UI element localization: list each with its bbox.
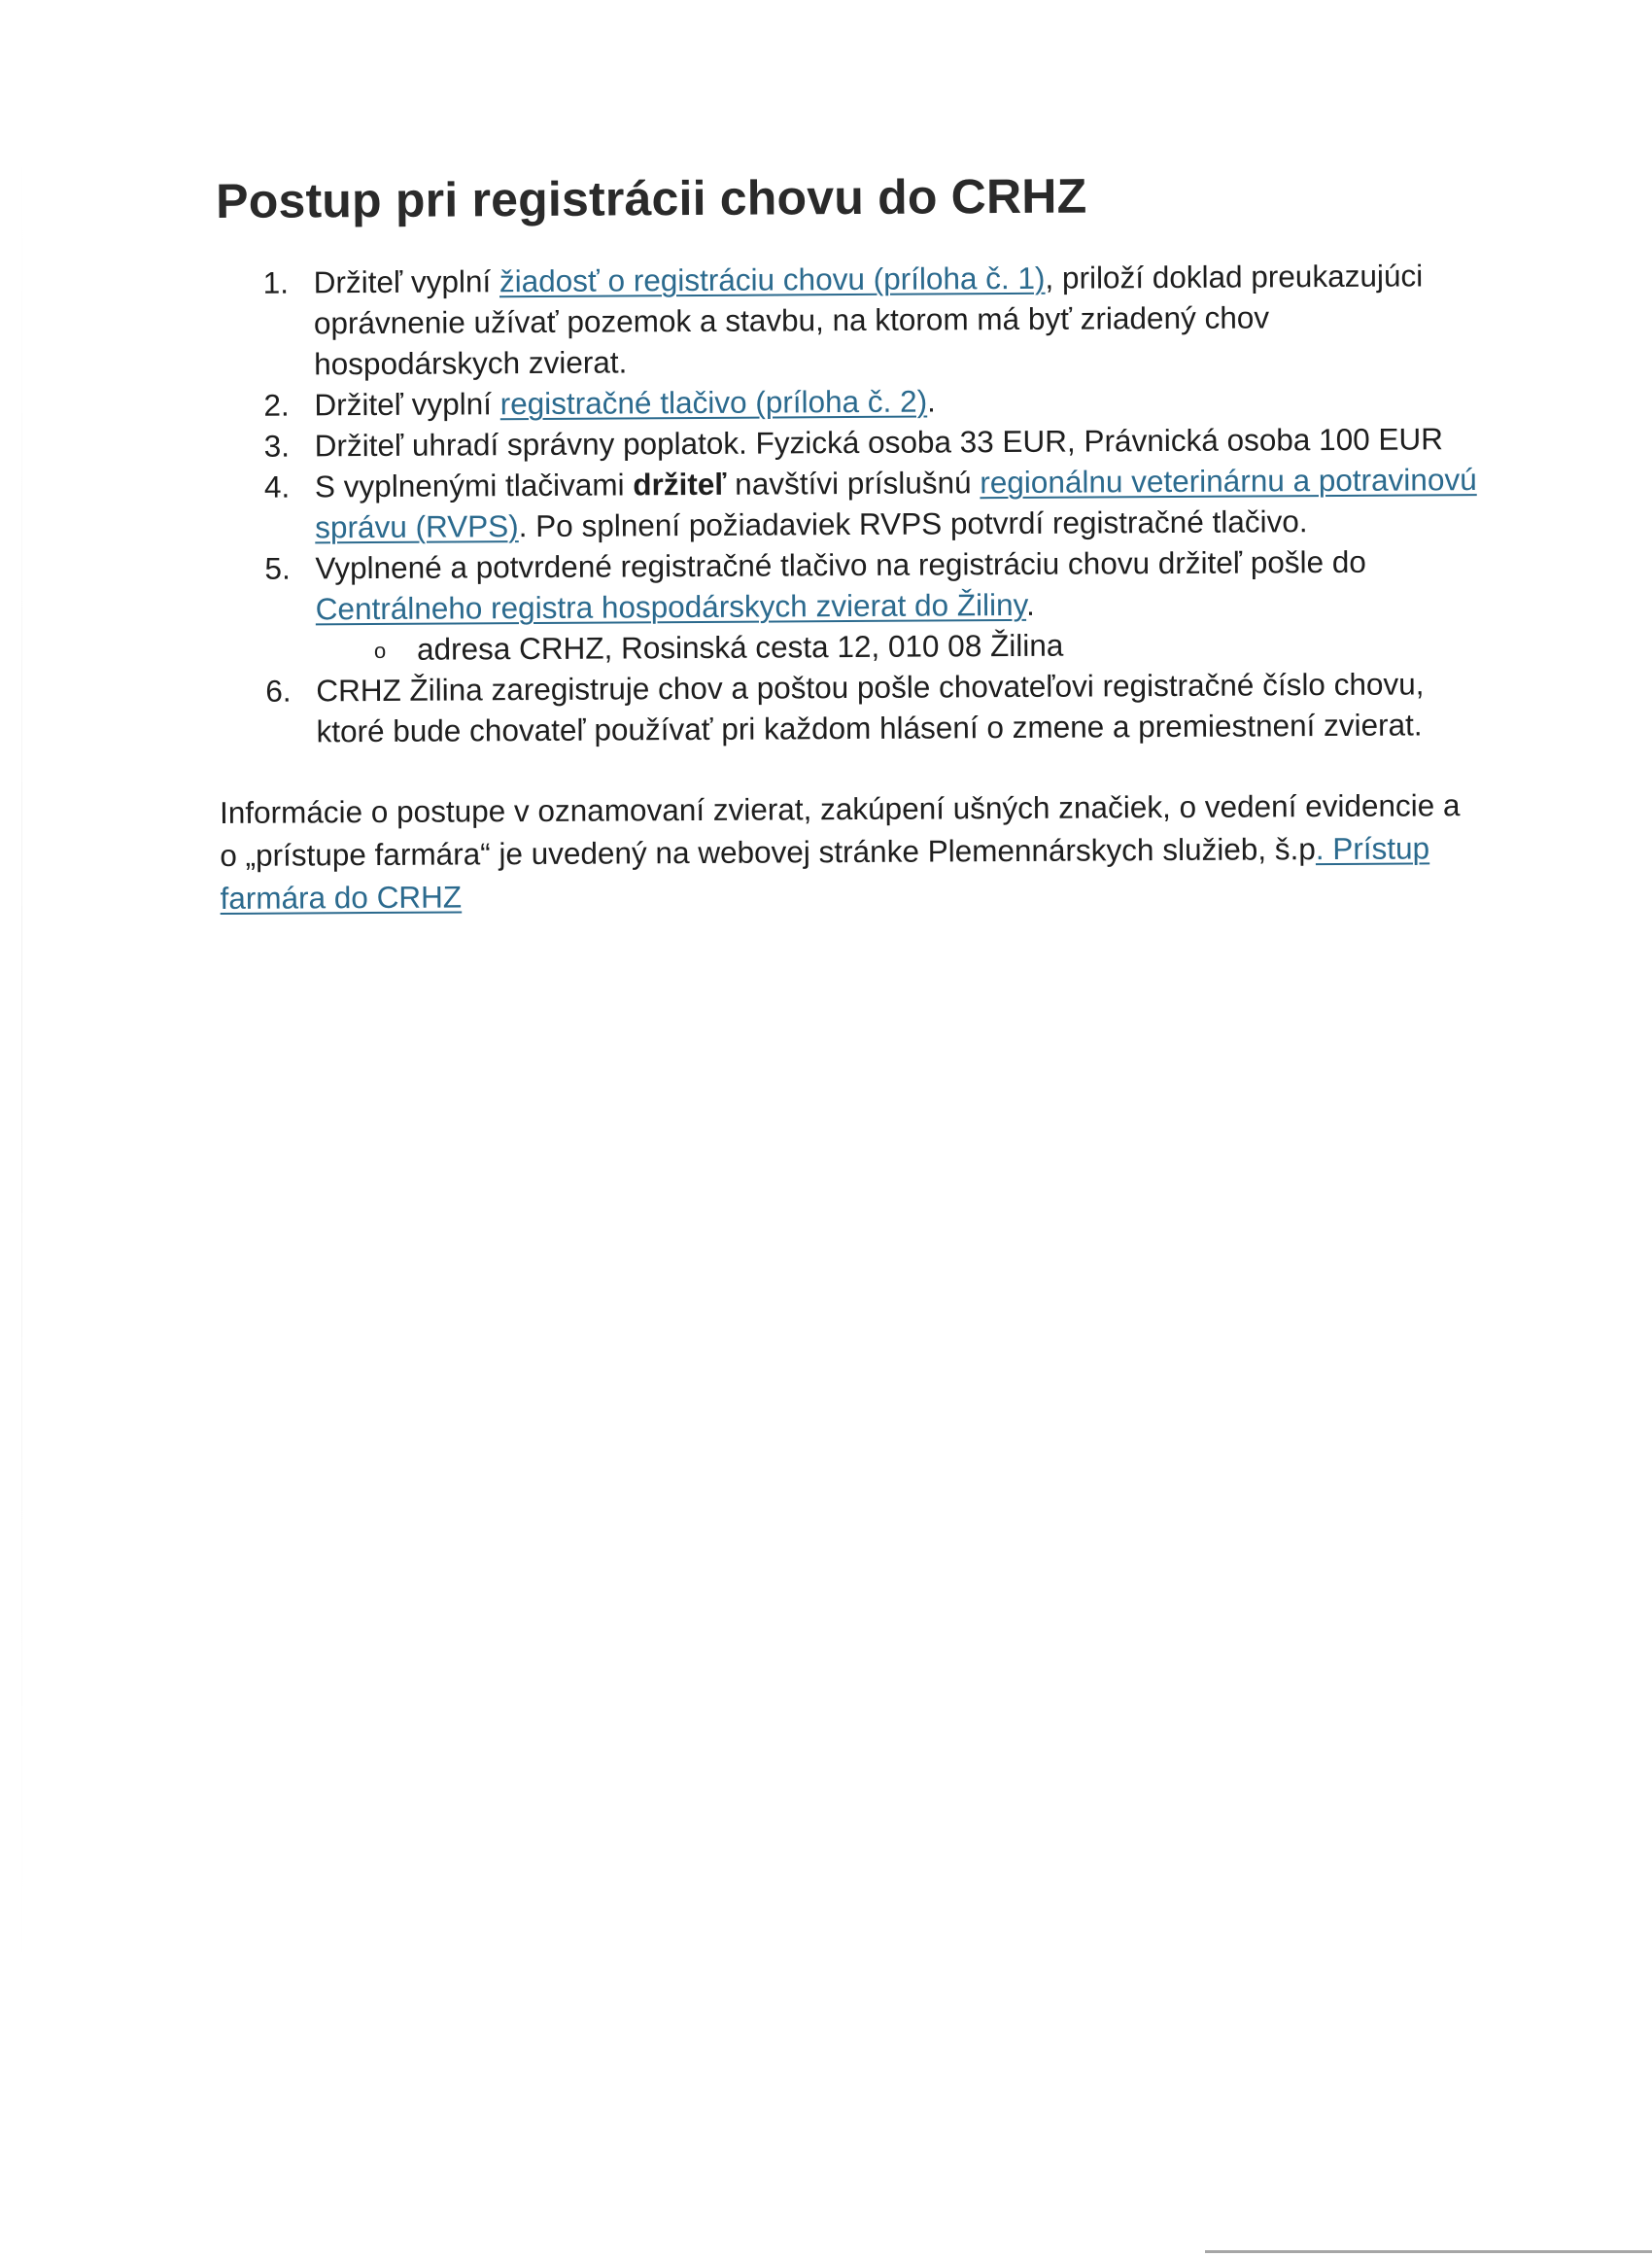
farmer-access-link[interactable]: . Prístup farmára do CRHZ <box>220 830 1430 916</box>
step-text: navštívi príslušnú <box>726 465 981 502</box>
list-number: 5. <box>264 550 291 586</box>
info-text: Informácie o postupe v oznamovaní zvierat, zakúpení ušných značiek, o vedení evidencie a o „prístupe farmára“ je uvedený na webovej stránke Plemennárskych služieb, š.p <box>219 787 1461 873</box>
list-number: 2. <box>263 387 290 423</box>
circle-bullet-icon: o <box>373 638 387 664</box>
sub-list <box>316 622 1482 670</box>
address-text: adresa CRHZ, Rosinská cesta 12, 010 08 Žilina <box>416 627 1064 667</box>
sub-list-item <box>374 622 1482 670</box>
step-bold-text: držiteľ <box>633 466 727 503</box>
list-number: 3. <box>263 428 291 464</box>
scan-edge-bottom <box>1205 2250 1652 2253</box>
steps-list <box>217 255 1483 752</box>
step-text: , priloží doklad preukazujúci oprávnenie užívať pozemok a stavbu, na ktorom má byť zriadený chov hospodárskych zvierat. <box>313 258 1424 382</box>
list-number: 1. <box>262 264 290 300</box>
list-item-1 <box>217 255 1481 385</box>
scan-edge-left <box>21 136 22 1983</box>
list-number: 6. <box>265 673 292 709</box>
registration-form-link[interactable]: registračné tlačivo (príloha č. 2) <box>499 383 928 422</box>
step-text: CRHZ Žilina zaregistruje chov a poštou pošle chovateľovi registračné číslo chovu, ktoré bude chovateľ používať pri každom hlásení o zmene a premiestnení zvierat. <box>316 666 1425 749</box>
page-title: Postup pri registrácii chovu do CRHZ <box>216 168 1087 228</box>
step-text: S vyplnenými tlačivami <box>314 467 634 504</box>
rvps-link[interactable]: regionálnu veterinárnu a potravinovú správu (RVPS) <box>315 462 1477 545</box>
crhz-link[interactable]: Centrálneho registra hospodárskych zvierat do Žiliny <box>315 586 1027 627</box>
list-item-4 <box>218 459 1481 548</box>
step-text: . <box>927 383 936 419</box>
step-text: Držiteľ vyplní <box>314 386 500 423</box>
step-text: . <box>1025 586 1035 622</box>
step-text: . Po splnení požiadaviek RVPS potvrdí registračné tlačivo. <box>518 503 1308 544</box>
application-form-link[interactable]: žiadosť o registráciu chovu (príloha č. 1) <box>499 260 1046 299</box>
info-paragraph <box>220 783 1464 920</box>
list-item-6 <box>219 663 1482 752</box>
step-text: Vyplnené a potvrdené registračné tlačivo na registráciu chovu držiteľ pošle do <box>315 543 1366 586</box>
list-number: 4. <box>263 469 291 504</box>
document-content <box>216 165 1484 920</box>
step-text: Držiteľ vyplní <box>313 263 500 300</box>
step-text: Držiteľ uhradí správny poplatok. Fyzická osoba 33 EUR, Právnická osoba 100 EUR <box>314 421 1444 464</box>
list-item-5 <box>218 540 1482 671</box>
